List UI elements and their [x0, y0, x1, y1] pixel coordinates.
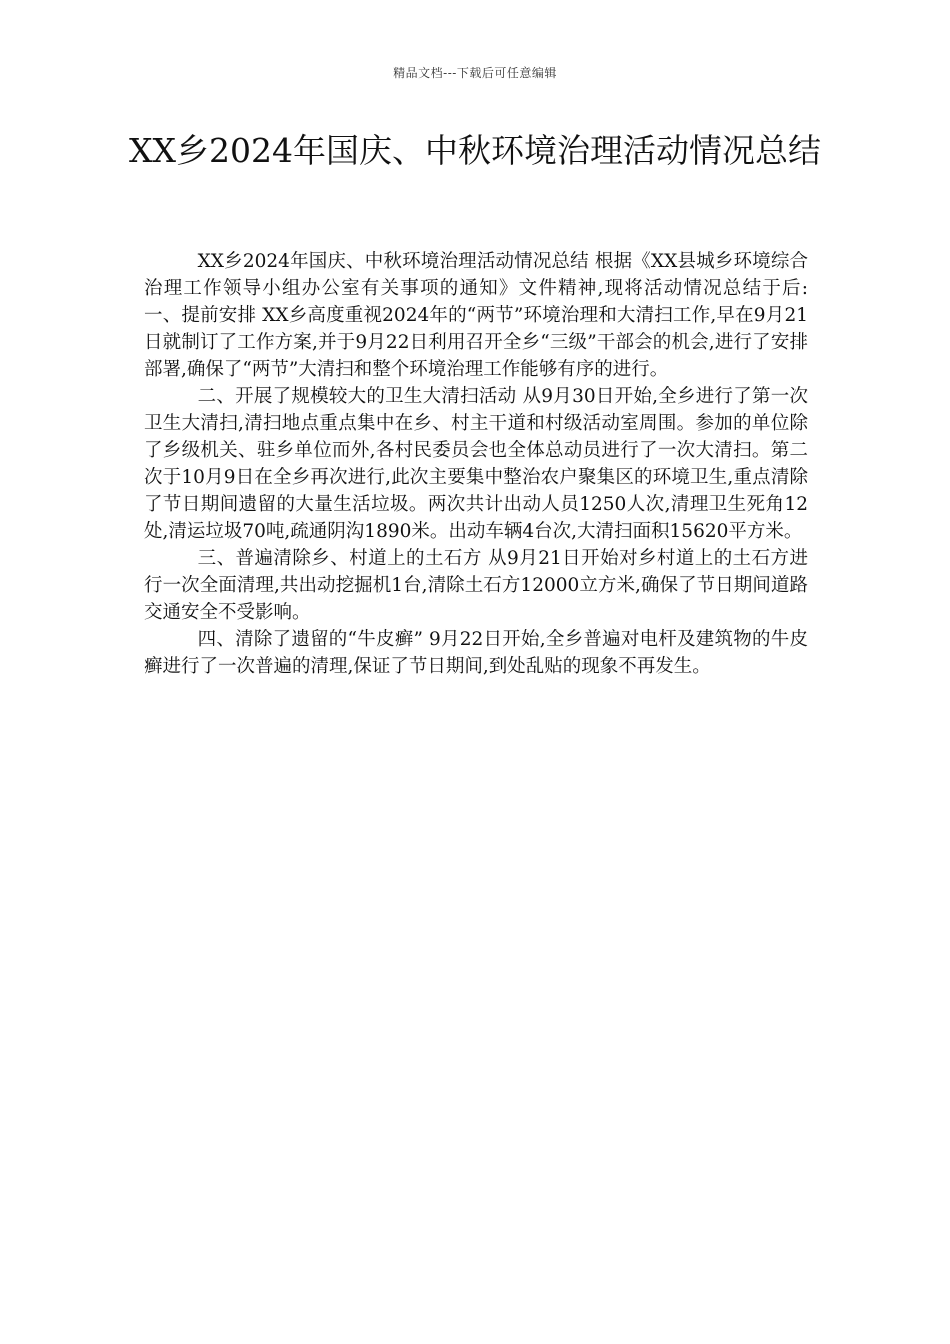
document-title: XX乡2024年国庆、中秋环境治理活动情况总结 — [129, 131, 821, 170]
page-header: 精品文档---下载后可任意编辑 — [393, 66, 557, 80]
document-body — [144, 248, 808, 680]
paragraph-section-three: 三、普遍清除乡、村道上的土石方 从9月21日开始对乡村道上的土石方进行一次全面清理,共出动挖掘机1台,清除土石方12000立方米,确保了节日期间道路交通安全不受影响。 — [144, 548, 808, 623]
paragraph-section-two: 二、开展了规模较大的卫生大清扫活动 从9月30日开始,全乡进行了第一次卫生大清扫,清扫地点重点集中在乡、村主干道和村级活动室周围。参加的单位除了乡级机关、驻乡单位而外,各村民委员会也全体总动员进行了一次大清扫。第二次于10月9日在全乡再次进行,此次主要集中整治农户聚集区的环境卫生,重点清除了节日期间遗留的大量生活垃圾。两次共计出动人员1250人次,清理卫生死角12处,清运垃圾70吨,疏通阴沟1890米。出动车辆4台次,大清扫面积15620平方米。 — [144, 386, 808, 542]
paragraph-section-four: 四、清除了遗留的“牛皮癣” 9月22日开始,全乡普遍对电杆及建筑物的牛皮癣进行了一次普遍的清理,保证了节日期间,到处乱贴的现象不再发生。 — [144, 629, 808, 677]
paragraph-intro-section-one: XX乡2024年国庆、中秋环境治理活动情况总结 根据《XX县城乡环境综合治理工作领导小组办公室有关事项的通知》文件精神,现将活动情况总结于后: 一、提前安排 XX乡高度重视2024年的“两节”环境治理和大清扫工作,早在9月21日就制订了工作方案,并于9月22日利用召开全乡“三级”干部会的机会,进行了安排部署,确保了“两节”大清扫和整个环境治理工作能够有序的进行。 — [144, 251, 808, 380]
